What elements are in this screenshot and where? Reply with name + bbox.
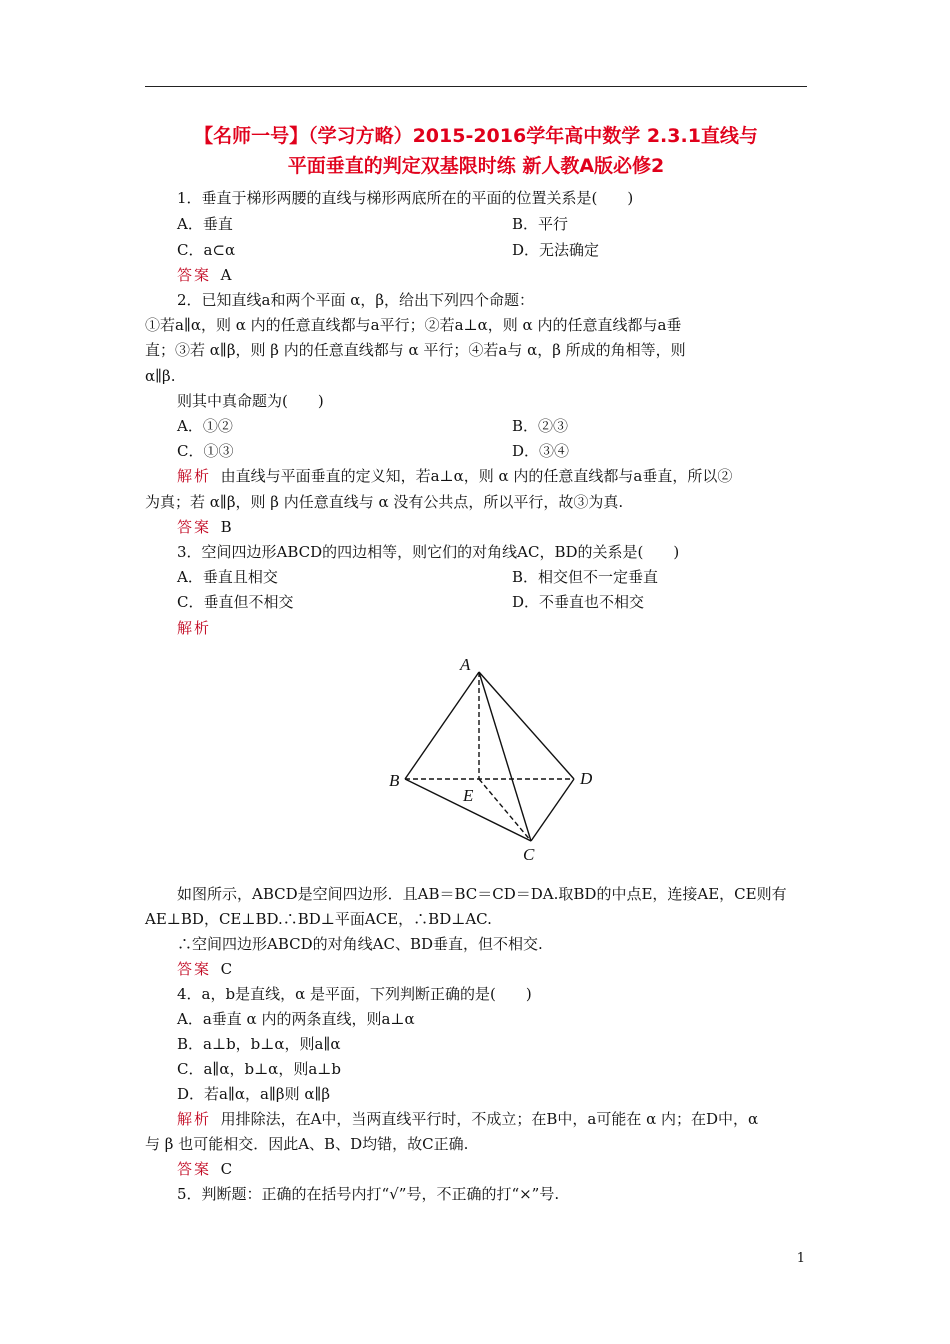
q4-answer <box>177 1159 232 1179</box>
edge-ab <box>405 672 479 779</box>
page-number: 1 <box>796 1251 805 1266</box>
answer-label: 答案 <box>177 266 212 284</box>
edge-ac <box>479 672 531 841</box>
q2-analysis-1 <box>177 466 732 486</box>
q2-ask: 则其中真命题为( ) <box>177 392 324 410</box>
vertex-label-c: C <box>523 845 535 864</box>
tetrahedron-figure <box>380 648 610 868</box>
q5-stem: 5．判断题：正确的在括号内打“√”号，不正确的打“×”号. <box>177 1185 560 1203</box>
vertex-label-b: B <box>389 771 400 790</box>
vertex-label-a: A <box>460 655 471 674</box>
q2-line-1: ①若a∥α，则 α 内的任意直线都与a平行；②若a⊥α，则 α 内的任意直线都与a垂 <box>145 316 682 334</box>
segment-ec-dashed <box>479 779 531 841</box>
answer-label: 答案 <box>177 960 212 978</box>
q3-analysis-3: ∴空间四边形ABCD的对角线AC、BD垂直，但不相交. <box>177 935 543 953</box>
q1-option-a: A．垂直 <box>177 215 233 233</box>
q2-stem: 2．已知直线a和两个平面 α，β，给出下列四个命题： <box>177 291 535 309</box>
q4-option-c: C．a∥α，b⊥α，则a⊥b <box>177 1060 341 1078</box>
q3-option-a: A．垂直且相交 <box>177 568 278 586</box>
doc-title-line-2: 平面垂直的判定双基限时练 新人教A版必修2 <box>287 155 665 177</box>
q1-answer <box>177 265 231 285</box>
q3-option-b: B．相交但不一定垂直 <box>512 568 659 586</box>
q4-analysis-1 <box>177 1109 758 1129</box>
q4-option-b: B．a⊥b，b⊥α，则a∥α <box>177 1035 341 1053</box>
q2-option-d: D．③④ <box>512 442 570 460</box>
q2-option-b: B．②③ <box>512 417 569 435</box>
edge-dc <box>531 779 574 841</box>
vertex-label-e: E <box>463 786 474 805</box>
q4-answer-value: C <box>220 1160 233 1178</box>
q2-analysis-text: 由直线与平面垂直的定义知，若a⊥α，则 α 内的任意直线都与a垂直，所以② <box>220 467 733 485</box>
q2-answer-value: B <box>220 518 232 536</box>
doc-title-line-1: 【名师一号】（学习方略）2015-2016学年高中数学 2.3.1直线与 <box>194 125 758 147</box>
q4-analysis-2: 与 β 也可能相交．因此A、B、D均错，故C正确. <box>145 1135 469 1153</box>
q3-analysis-2: AE⊥BD，CE⊥BD.∴BD⊥平面ACE，∴BD⊥AC. <box>145 910 492 928</box>
analysis-label: 解析 <box>177 1110 212 1128</box>
q3-option-d: D．不垂直也不相交 <box>512 593 645 611</box>
q1-option-b: B．平行 <box>512 215 569 233</box>
top-rule <box>145 86 807 87</box>
q1-option-d: D．无法确定 <box>512 241 600 259</box>
analysis-label: 解析 <box>177 467 212 485</box>
q2-option-c: C．①③ <box>177 442 234 460</box>
q2-line-2: 直；③若 α∥β，则 β 内的任意直线都与 α 平行；④若a与 α，β 所成的角相等，则 <box>145 341 686 359</box>
q4-option-d: D．若a∥α，a∥β则 α∥β <box>177 1085 331 1103</box>
answer-label: 答案 <box>177 518 212 536</box>
q3-answer <box>177 959 232 979</box>
q4-analysis-text: 用排除法，在A中，当两直线平行时，不成立；在B中，a可能在 α 内；在D中，α <box>220 1110 759 1128</box>
q1-stem: 1．垂直于梯形两腰的直线与梯形两底所在的平面的位置关系是( ) <box>177 189 634 207</box>
q1-option-c: C．a⊂α <box>177 241 236 259</box>
q1-answer-value: A <box>220 266 232 284</box>
q4-option-a: A．a垂直 α 内的两条直线，则a⊥α <box>177 1010 415 1028</box>
vertex-label-d: D <box>580 769 593 788</box>
q3-answer-value: C <box>220 960 233 978</box>
answer-label: 答案 <box>177 1160 212 1178</box>
q2-option-a: A．①② <box>177 417 233 435</box>
q3-analysis-1: 如图所示，ABCD是空间四边形．且AB＝BC＝CD＝DA.取BD的中点E，连接AE，CE则有 <box>177 885 787 903</box>
q3-stem: 3．空间四边形ABCD的四边相等，则它们的对角线AC，BD的关系是( ) <box>177 543 680 561</box>
q2-analysis-2: 为真；若 α∥β，则 β 内任意直线与 α 没有公共点，所以平行，故③为真. <box>145 493 624 511</box>
q4-stem: 4．a，b是直线，α 是平面，下列判断正确的是( ) <box>177 985 532 1003</box>
q3-option-c: C．垂直但不相交 <box>177 593 294 611</box>
edge-ad <box>479 672 574 779</box>
q2-line-3: α∥β. <box>145 367 176 385</box>
analysis-label: 解析 <box>177 619 212 637</box>
q2-answer <box>177 517 232 537</box>
q3-analysis-label <box>177 618 211 638</box>
